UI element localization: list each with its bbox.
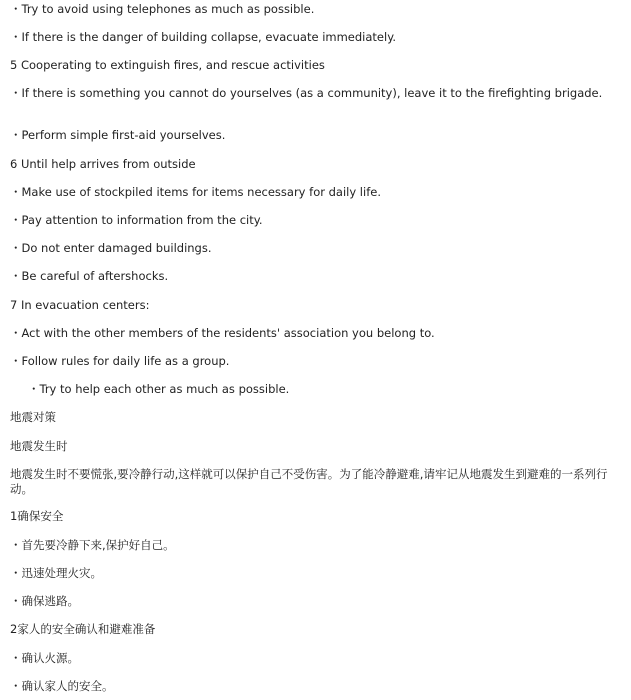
bullet-item: ・Try to avoid using telephones as much as possible. <box>10 2 315 16</box>
bullet-item: ・迅速处理火灾。 <box>10 566 102 580</box>
bullet-item: ・Perform simple first-aid yourselves. <box>10 128 226 142</box>
section-heading: 5 Cooperating to extinguish fires, and rescue activities <box>10 58 325 72</box>
section-heading: 2家人的安全确认和避难准备 <box>10 622 156 636</box>
bullet-item: ・确认火源。 <box>10 651 79 665</box>
paragraph: 地震发生时不要慌张,要冷静行动,这样就可以保护自己不受伤害。为了能冷静避难,请牢记从地震发生到避难的一系列行动。 <box>10 467 608 496</box>
section-heading: 7 In evacuation centers: <box>10 298 150 312</box>
bullet-item: ・Act with the other members of the residents' association you belong to. <box>10 326 435 340</box>
section-heading: 地震发生时 <box>10 439 68 453</box>
bullet-item: ・If there is something you cannot do yourselves (as a community), leave it to the firefighting brigade. <box>10 86 603 100</box>
bullet-item: ・Do not enter damaged buildings. <box>10 241 212 255</box>
bullet-item: ・Follow rules for daily life as a group. <box>10 354 230 368</box>
bullet-item: ・确保逃路。 <box>10 594 79 608</box>
section-heading: 6 Until help arrives from outside <box>10 157 196 171</box>
bullet-item: ・Pay attention to information from the city. <box>10 213 263 227</box>
section-heading: 1确保安全 <box>10 509 64 523</box>
bullet-item: ・Be careful of aftershocks. <box>10 269 169 283</box>
bullet-item: ・Try to help each other as much as possible. <box>28 382 290 396</box>
bullet-item: ・首先要冷静下来,保护好自己。 <box>10 538 175 552</box>
section-heading: 地震对策 <box>10 410 56 424</box>
bullet-item: ・确认家人的安全。 <box>10 679 114 693</box>
bullet-item: ・If there is the danger of building collapse, evacuate immediately. <box>10 30 397 44</box>
bullet-item: ・Make use of stockpiled items for items necessary for daily life. <box>10 185 381 199</box>
